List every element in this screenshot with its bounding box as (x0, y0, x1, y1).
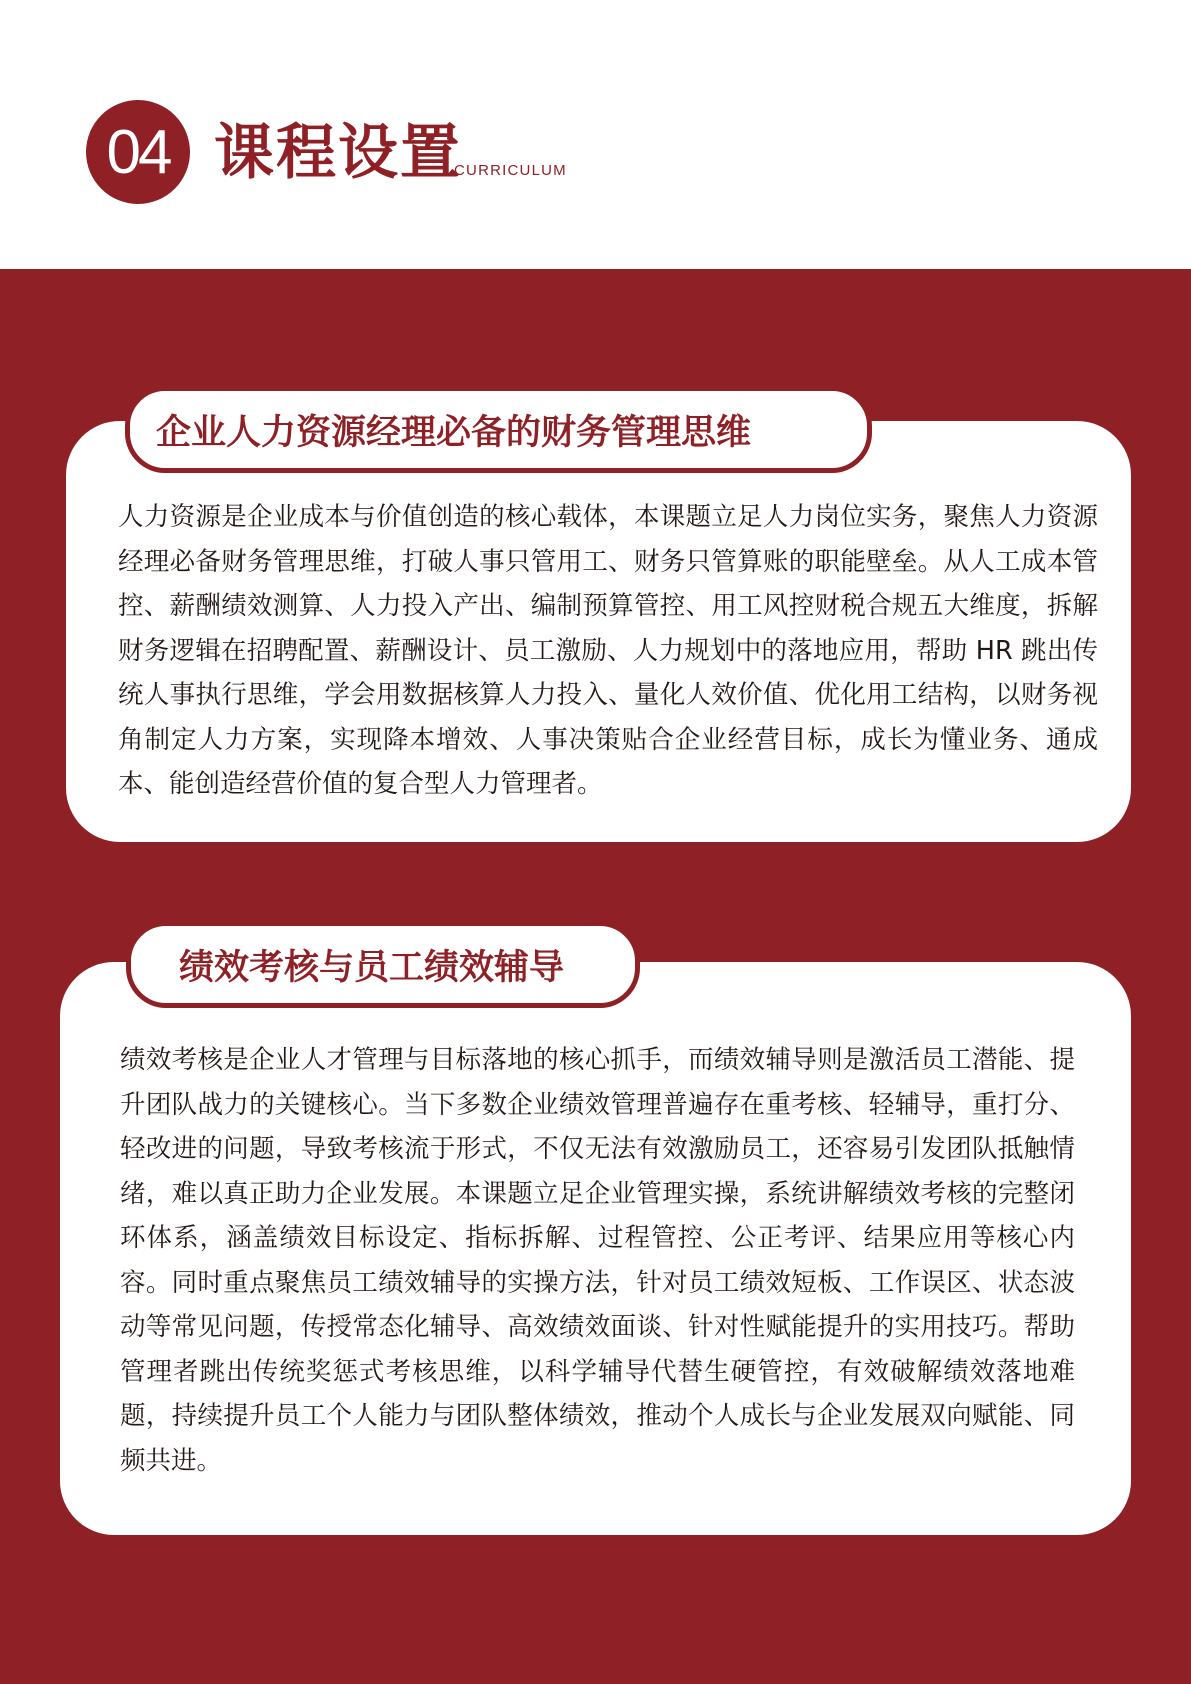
course-title-tab-1 (125, 386, 872, 473)
course-description-2: 绩效考核是企业人才管理与目标落地的核心抓手，而绩效辅导则是激活员工潜能、提升团队战力的关键核心。当下多数企业绩效管理普遍存在重考核、轻辅导，重打分、轻改进的问题，导致考核流于形式，不仅无法有效激励员工，还容易引发团队抵触情绪，难以真正助力企业发展。本课题立足企业管理实操，系统讲解绩效考核的完整闭环体系，涵盖绩效目标设定、指标拆解、过程管控、公正考评、结果应用等核心内容。同时重点聚焦员工绩效辅导的实操方法，针对员工绩效短板、工作误区、状态波动等常见问题，传授常态化辅导、高效绩效面谈、针对性赋能提升的实用技巧。帮助管理者跳出传统奖惩式考核思维，以科学辅导代替生硬管控，有效破解绩效落地难题，持续提升员工个人能力与团队整体绩效，推动个人成长与企业发展双向赋能、同频共进。 (120, 1045, 1075, 1476)
page-subtitle: CURRICULUM (454, 162, 567, 179)
course-description-1: 人力资源是企业成本与价值创造的核心载体，本课题立足人力岗位实务，聚焦人力资源经理必备财务管理思维，打破人事只管用工、财务只管算账的职能壁垒。从人工成本管控、薪酬绩效测算、人力投入产出、编制预算管控、用工风控财税合规五大维度，拆解财务逻辑在招聘配置、薪酬设计、员工激励、人力规划中的落地应用，帮助 HR 跳出传统人事执行思维，学会用数据核算人力投入、量化人效价值、优化用工结构，以财务视角制定人力方案，实现降本增效、人事决策贴合企业经营目标，成长为懂业务、通成本、能创造经营价值的复合型人力管理者。 (118, 502, 1098, 799)
course-title-tab-2 (126, 921, 640, 1008)
course-title-2: 绩效考核与员工绩效辅导 (179, 947, 565, 988)
course-title-1: 企业人力资源经理必备的财务管理思维 (156, 412, 752, 453)
page-header (0, 0, 1191, 269)
page-title: 课程设置 (214, 118, 462, 188)
section-number-badge: 04 (86, 100, 190, 204)
